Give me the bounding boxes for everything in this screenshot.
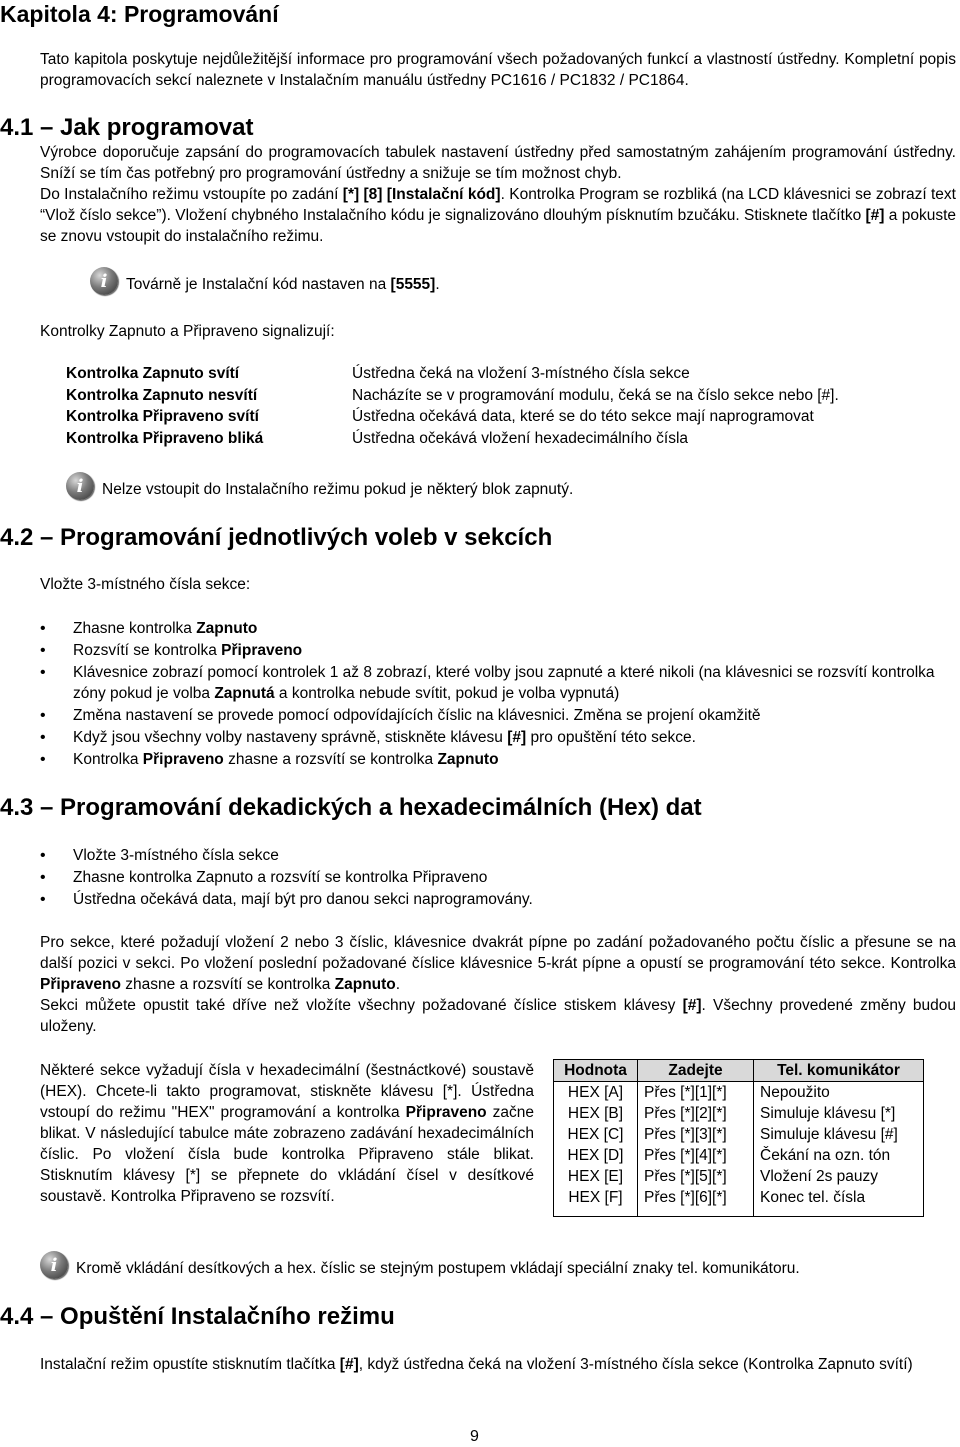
table-cell: HEX [C] [554, 1124, 638, 1145]
list-item [40, 749, 956, 771]
text-run: zhasne a rozsvítí se kontrolka [223, 750, 438, 768]
info-icon: i [40, 1251, 68, 1279]
text-run: a kontrolka nebude svítit, pokud je volba vypnutá) [274, 685, 620, 703]
table-cell: Čekání na ozn. tón [754, 1145, 924, 1166]
text-run: . Kontrolka Program se rozbliká (na LCD klávesnici se zobrazí text “Vlož číslo sekce”). Vložení chybného Instalačního kódu je signalizováno dlouhým písknutím bzučáku. Stisknete tlačítko [40, 186, 956, 224]
state-name: Kontrolka Zapnuto svítí [66, 365, 240, 382]
key-hash: [#] [682, 997, 702, 1014]
note-special-characters [40, 1251, 800, 1279]
text-run: Továrně je Instalační kód nastaven na [126, 276, 391, 293]
table-cell: HEX [E] [554, 1166, 638, 1187]
state-meaning: Nacházíte se v programování modulu, čeká se na číslo sekce nebo [#]. [352, 386, 839, 404]
table-cell: HEX [A] [554, 1082, 638, 1104]
indicator-state-row [66, 428, 839, 450]
table-cell: Simuluje klávesu [*] [754, 1103, 924, 1124]
section-4-2-bullets [40, 618, 956, 771]
emphasis: Připraveno [142, 750, 224, 768]
table-cell: Přes [*][4][*] [638, 1145, 754, 1166]
state-name: Kontrolka Připraveno svítí [66, 408, 259, 425]
state-name: Kontrolka Zapnuto nesvítí [66, 386, 258, 404]
note-text [126, 274, 440, 295]
text-run: Změna nastavení se provede pomocí odpovídajících číslic na klávesnici. Změna se projení okamžitě [73, 707, 761, 725]
indicator-state-row [66, 363, 839, 385]
emphasis: Zapnuto [334, 976, 396, 993]
section-4-1-paragraph: Výrobce doporučuje zapsání do programovacích tabulek nastavení ústředny před samostatným zahájením programování ústředny. Sníží se tím čas potřebný pro programování ústředny a snižuje se tím možnost chyb. [40, 144, 956, 182]
note-armed-block [66, 472, 573, 500]
section-4-4-title: 4.4 – Opuštění Instalačního režimu [0, 1303, 395, 1330]
list-item [40, 727, 956, 749]
column-header: Tel. komunikátor [754, 1060, 924, 1082]
emphasis: Zapnuto [437, 750, 499, 768]
state-meaning: Ústředna očekává vložení hexadecimálního čísla [352, 429, 689, 447]
state-meaning: Ústředna očekává data, které se do této sekce mají naprogramovat [352, 408, 814, 425]
text-run: Když jsou všechny volby nastaveny správně, stiskněte klávesu [73, 728, 508, 746]
table-row [554, 1082, 924, 1104]
list-item [40, 640, 956, 662]
text-run: začne blikat. V následující tabulce máte zobrazeno zadávání hexadecimálních číslic. Po vložení čísla bude kontrolka Připraveno stále blikat. Stisknutím klávesy [*] se přepnete do vkládání čísel v desítkové soustavě. Kontrolka Připraveno se rozsvítí. [40, 1104, 535, 1205]
text-run: Sekci můžete opustit také dříve než vložíte všechny požadované číslice stiskem klávesy [40, 997, 683, 1014]
list-item [40, 618, 956, 640]
key-hash: [#] [507, 728, 527, 746]
table-cell: HEX [B] [554, 1103, 638, 1124]
section-4-3-title: 4.3 – Programování dekadických a hexadecimálních (Hex) dat [0, 794, 702, 821]
list-item [40, 867, 956, 889]
table-cell: HEX [D] [554, 1145, 638, 1166]
indicator-state-row [66, 406, 839, 428]
indicator-states-list [66, 363, 839, 449]
text-run: . [395, 976, 401, 993]
table-cell: Simuluje klávesu [#] [754, 1124, 924, 1145]
text-run: Vložte 3-místného čísla sekce [73, 847, 279, 864]
table-row [554, 1103, 924, 1124]
page-number: 9 [470, 1428, 479, 1445]
factory-code: [5555] [390, 276, 436, 293]
key-sequence: [*] [8] [Instalační kód] [342, 186, 501, 203]
table-cell: Vložení 2s pauzy [754, 1166, 924, 1187]
list-item [40, 662, 956, 706]
indicator-state-row [66, 385, 839, 407]
note-text: Kromě vkládání desítkových a hex. číslic se stejným postupem vkládají speciální znaky tel. komunikátoru. [76, 1260, 800, 1277]
column-header: Zadejte [638, 1060, 754, 1082]
table-row [554, 1124, 924, 1145]
table-cell: Přes [*][5][*] [638, 1166, 754, 1187]
section-4-1-title: 4.1 – Jak programovat [0, 114, 254, 141]
section-4-2-title: 4.2 – Programování jednotlivých voleb v sekcích [0, 524, 553, 551]
section-4-4-paragraph [40, 1354, 956, 1375]
hex-input-table [553, 1059, 924, 1217]
table-cell: Přes [*][6][*] [638, 1187, 754, 1217]
text-run: Některé sekce vyžadují čísla v hexadecimální (šestnáctkové) soustavě (HEX). Chcete-li takto programovat, stiskněte klávesu [*]. Ústředna vstoupí do režimu "HEX" programování a kontrolka [40, 1062, 534, 1121]
key-hash: [#] [865, 207, 885, 224]
table-cell: Nepoužito [754, 1082, 924, 1104]
note-text: Nelze vstoupit do Instalačního režimu pokud je některý blok zapnutý. [102, 481, 574, 498]
table-row [554, 1145, 924, 1166]
emphasis: Zapnuto [196, 620, 258, 637]
text-run: zhasne a rozsvítí se kontrolka [120, 976, 335, 993]
emphasis: Připraveno [405, 1104, 487, 1121]
table-row [554, 1187, 924, 1217]
chapter-intro: Tato kapitola poskytuje nejdůležitější informace pro programování všech požadovaných funkcí a vlastností ústředny. Kompletní popis programovacích sekcí naleznete v Instalačním manuálu ústředny PC1616 / PC1832 / PC1864. [40, 51, 956, 89]
section-4-3-paragraph [40, 932, 956, 995]
table-row [554, 1166, 924, 1187]
state-name: Kontrolka Připraveno bliká [66, 429, 264, 447]
text-run: . Všechny provedené změny budou uloženy. [40, 997, 956, 1035]
text-run: Do Instalačního režimu vstoupíte po zadání [40, 186, 343, 203]
section-4-3-exit-paragraph [40, 995, 956, 1037]
text-run: . [435, 276, 440, 293]
table-cell: Přes [*][3][*] [638, 1124, 754, 1145]
table-cell: Přes [*][1][*] [638, 1082, 754, 1104]
state-meaning: Ústředna čeká na vložení 3-místného čísla sekce [352, 365, 690, 382]
emphasis: Připraveno [40, 976, 121, 993]
info-icon: i [90, 267, 118, 295]
text-run: Ústředna očekává data, mají být pro danou sekci naprogramovány. [73, 890, 533, 908]
list-item [40, 889, 956, 911]
text-run: Instalační režim opustíte stisknutím tlačítka [40, 1356, 340, 1373]
text-run: pro opuštění této sekce. [526, 728, 696, 746]
emphasis: Zapnutá [214, 685, 275, 703]
text-run: Klávesnice zobrazí pomocí kontrolek 1 až 8 zobrazí, které volby jsou zapnuté a které nikoli (na klávesnici se rozsvítí kontrolka zóny pokud je volba [73, 663, 935, 703]
text-run: Rozsvítí se kontrolka [73, 641, 222, 659]
chapter-title: Kapitola 4: Programování [0, 1, 279, 27]
list-item [40, 705, 956, 727]
text-run: Zhasne kontrolka Zapnuto a rozsvítí se kontrolka Připraveno [73, 868, 488, 886]
key-hash: [#] [339, 1356, 359, 1373]
text-run: , když ústředna čeká na vložení 3-místného čísla sekce (Kontrolka Zapnuto svítí) [358, 1356, 913, 1373]
hex-mode-paragraph [40, 1060, 534, 1207]
section-4-2-lead: Vložte 3-místného čísla sekce: [40, 576, 251, 593]
text-run: a pokuste se znovu vstoupit do instalačního režimu. [40, 207, 956, 245]
table-cell: Konec tel. čísla [754, 1187, 924, 1217]
section-4-1-entry-paragraph [40, 184, 956, 247]
emphasis: Připraveno [221, 641, 303, 659]
table-header-row [554, 1060, 924, 1082]
text-run: Pro sekce, které požadují vložení 2 nebo 3 číslic, klávesnice dvakrát pípne po zadání požadovaného počtu číslic a přesune se na další pozici v sekci. Po vložení poslední požadované číslice klávesnice 5-krát pípne a opustí se programování této sekce. Kontrolka [40, 934, 956, 972]
list-item [40, 845, 956, 867]
note-factory-code [90, 267, 440, 295]
table-cell: Přes [*][2][*] [638, 1103, 754, 1124]
section-4-3-bullets [40, 845, 956, 910]
column-header: Hodnota [554, 1060, 638, 1082]
text-run: Kontrolka [73, 750, 143, 768]
indicator-lead: Kontrolky Zapnuto a Připraveno signalizují: [40, 323, 335, 340]
text-run: Zhasne kontrolka [73, 620, 197, 637]
table-cell: HEX [F] [554, 1187, 638, 1217]
info-icon: i [66, 472, 94, 500]
